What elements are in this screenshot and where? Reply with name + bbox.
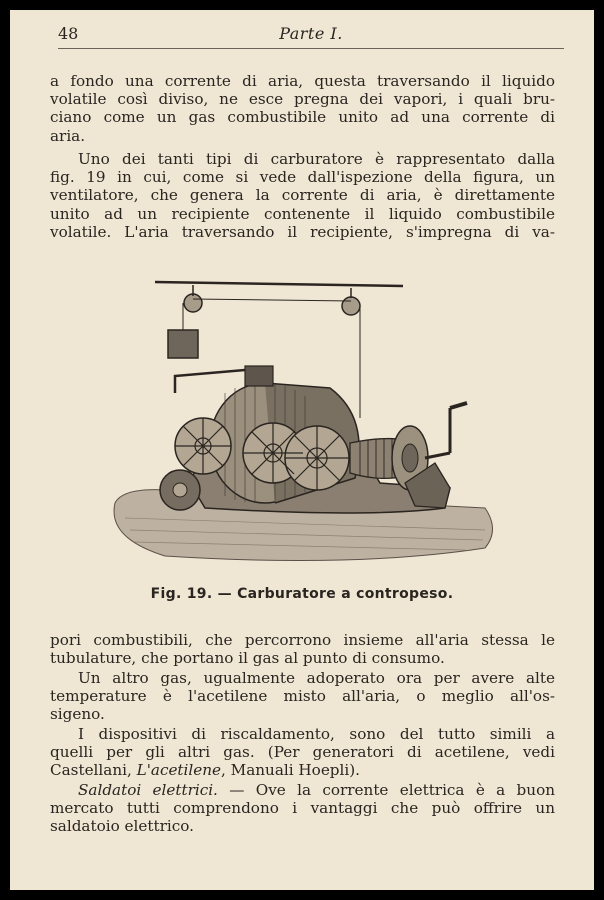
text-line: saldatoio elettrico. [50, 817, 194, 836]
paragraph-saldatoi [50, 781, 555, 836]
paragraph-dispositivi [50, 725, 555, 780]
section-heading: Saldatoi elettrici. [78, 781, 218, 799]
text-line: a fondo una corrente di aria, questa traversando il liquido [50, 72, 555, 90]
text-line: temperature è l'acetilene misto all'aria, o meglio all'os- [50, 687, 555, 706]
page-number: 48 [58, 24, 79, 43]
paragraph-continuation [50, 631, 555, 667]
text-line: tubulature, che portano il gas al punto di consumo. [50, 649, 445, 668]
paragraph-top [50, 72, 555, 145]
paragraph-carburatore [50, 150, 555, 241]
figure-caption: Fig. 19. — Carburatore a contropeso. [150, 586, 454, 602]
text-line: quelli per gli altri gas. (Per generatori di acetilene, vedi [50, 743, 555, 762]
text-line: volatile. L'aria traversando il recipiente, s'impregna di va- [50, 222, 555, 241]
text-line: mercato tutti comprendono i vantaggi che può offrire un [50, 799, 555, 818]
text-line: fig. 19 in cui, come si vede dall'ispezione della figura, un [50, 168, 555, 187]
running-title: Parte I. [279, 24, 343, 43]
text-line: Uno dei tanti tipi di carburatore è rappresentato dalla [78, 150, 555, 168]
carburetor-illustration [105, 268, 505, 578]
text-line: Un altro gas, ugualmente adoperato ora per avere alte [78, 669, 555, 687]
paragraph-acetilene [50, 669, 555, 724]
text-line: Castellani, L'acetilene, Manuali Hoepli). [50, 761, 361, 780]
text-line: Saldatoi elettrici. — Ove la corrente elettrica è a buon [78, 781, 555, 799]
book-title: L'acetilene [136, 761, 222, 780]
text-line: ciano come un gas combustibile unito ad una corrente di [50, 108, 555, 127]
text-line: I dispositivi di riscaldamento, sono del tutto simili a [78, 725, 555, 743]
text-line: pori combustibili, che percorrono insieme all'aria stessa le [50, 631, 555, 649]
text-line: unito ad un recipiente contenente il liquido combustibile [50, 204, 555, 223]
text-line: sigeno. [50, 705, 105, 724]
text-line: volatile così diviso, ne esce pregna dei vapori, i quali bru- [50, 90, 555, 109]
text-line: ventilatore, che genera la corrente di aria, è direttamente [50, 186, 555, 205]
book-page [10, 10, 594, 890]
text-line: aria. [50, 126, 86, 145]
page-header [58, 24, 564, 49]
